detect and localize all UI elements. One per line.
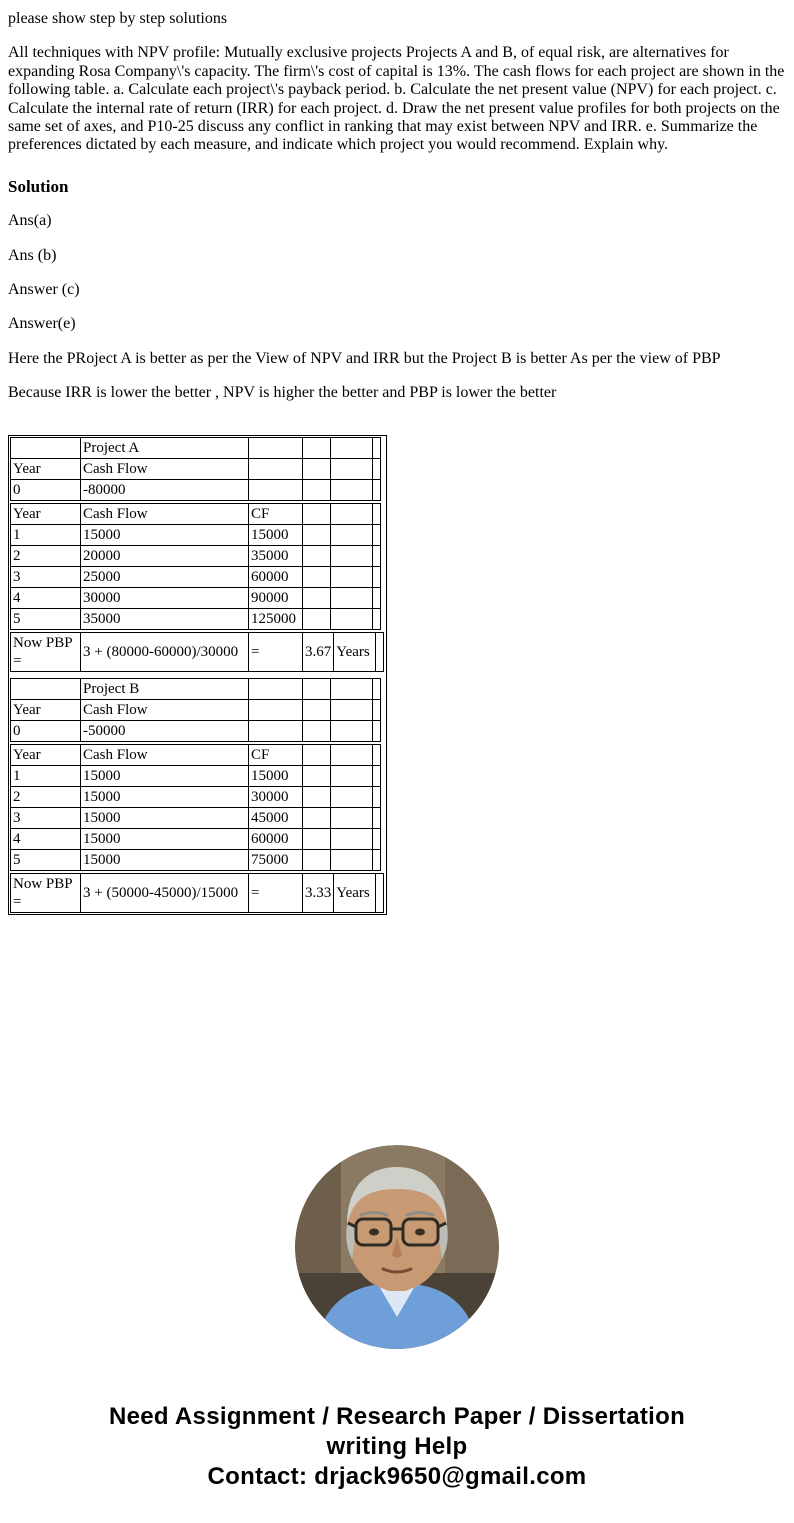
table-row	[11, 873, 384, 912]
table-cell	[373, 608, 381, 629]
table-cell	[303, 566, 331, 587]
table-cell: Project B	[81, 678, 249, 699]
table-cell	[331, 807, 373, 828]
table-cell	[303, 849, 331, 870]
table-cell	[373, 849, 381, 870]
table-cell	[331, 786, 373, 807]
footer-line-1: Need Assignment / Research Paper / Dissertation	[108, 1402, 686, 1430]
tutor-avatar	[295, 1145, 499, 1349]
table-cell	[303, 828, 331, 849]
table-cell: Year	[11, 744, 81, 765]
table-row	[11, 458, 381, 479]
table-cell	[373, 587, 381, 608]
table-cell: Year	[11, 699, 81, 720]
table-row	[11, 849, 381, 870]
person-photo	[295, 1145, 499, 1349]
avatar-container	[8, 1145, 786, 1354]
table-cell	[249, 437, 303, 458]
table-cell	[249, 479, 303, 500]
table-block	[10, 873, 384, 913]
table-row	[11, 744, 381, 765]
table-cell: Cash Flow	[81, 458, 249, 479]
table-cell: 60000	[249, 566, 303, 587]
table-cell	[331, 720, 373, 741]
table-cell	[373, 720, 381, 741]
table-cell: 35000	[249, 545, 303, 566]
table-cell	[249, 458, 303, 479]
table-cell: Years	[334, 873, 376, 912]
table-cell	[373, 524, 381, 545]
table-cell: 4	[11, 828, 81, 849]
table-cell: 3.33	[303, 873, 334, 912]
table-cell: 5	[11, 849, 81, 870]
table-block	[10, 678, 381, 742]
table-cell: 75000	[249, 849, 303, 870]
table-row	[11, 699, 381, 720]
table-cell: 15000	[81, 849, 249, 870]
table-cell: 1	[11, 765, 81, 786]
conclusion-npv-irr: Here the PRoject A is better as per the View of NPV and IRR but the Project B is better As per the view of PBP	[8, 349, 721, 367]
table-cell	[376, 873, 384, 912]
table-cell: 15000	[81, 765, 249, 786]
table-cell: 15000	[81, 828, 249, 849]
table-cell: 35000	[81, 608, 249, 629]
table-cell	[373, 786, 381, 807]
table-cell	[373, 503, 381, 524]
table-cell: 3 + (80000-60000)/30000	[81, 632, 249, 671]
question-paragraph: All techniques with NPV profile: Mutually exclusive projects Projects A and B, of equal risk, are alternatives for expanding Rosa Company\'s capacity. The firm\'s cost of capital is 13%. The cash flows for each project are shown in the following table. a. Calculate each project\'s payback period. b. Calculate the net present value (NPV) for each project. c. Calculate the internal rate of return (IRR) for each project. d. Draw the net present value profiles for both projects on the same set of axes, and P10-25 discuss any conflict in ranking that may exist between NPV and IRR. e. Summarize the preferences dictated by each measure, and indicate which project you would recommend. Explain why.	[8, 44, 785, 154]
table-cell	[331, 503, 373, 524]
table-cell	[331, 479, 373, 500]
table-cell: 2	[11, 545, 81, 566]
table-row	[11, 632, 384, 671]
table-cell	[373, 479, 381, 500]
table-cell	[331, 828, 373, 849]
table-cell: 30000	[81, 587, 249, 608]
table-cell	[303, 786, 331, 807]
table-cell: CF	[249, 744, 303, 765]
conclusion-criteria: Because IRR is lower the better , NPV is higher the better and PBP is lower the better	[8, 384, 557, 402]
table-row	[11, 608, 381, 629]
table-block	[10, 503, 381, 630]
table-cell	[249, 678, 303, 699]
table-cell	[373, 458, 381, 479]
table-cell: Year	[11, 458, 81, 479]
answer-line-c: Answer (c)	[8, 281, 80, 299]
table-cell	[303, 807, 331, 828]
table-row	[11, 786, 381, 807]
table-cell	[11, 437, 81, 458]
table-cell	[249, 699, 303, 720]
table-block	[10, 632, 384, 672]
table-cell: 20000	[81, 545, 249, 566]
table-cell	[303, 524, 331, 545]
table-cell	[373, 765, 381, 786]
table-cell	[331, 437, 373, 458]
table-cell: Cash Flow	[81, 744, 249, 765]
table-cell: 25000	[81, 566, 249, 587]
table-cell: -50000	[81, 720, 249, 741]
table-cell: 15000	[81, 786, 249, 807]
table-cell	[303, 587, 331, 608]
table-cell	[373, 744, 381, 765]
table-cell	[376, 632, 384, 671]
table-cell: 3.67	[303, 632, 334, 671]
table-cell	[373, 545, 381, 566]
table-cell	[303, 479, 331, 500]
table-cell: Years	[334, 632, 376, 671]
table-cell	[303, 744, 331, 765]
table-cell: 30000	[249, 786, 303, 807]
table-row	[11, 566, 381, 587]
table-cell: 5	[11, 608, 81, 629]
table-cell: 45000	[249, 807, 303, 828]
table-cell: Project A	[81, 437, 249, 458]
table-cell	[303, 437, 331, 458]
table-cell	[249, 720, 303, 741]
table-row	[11, 479, 381, 500]
table-section	[10, 678, 384, 913]
table-cell: 15000	[81, 807, 249, 828]
table-cell: =	[249, 873, 303, 912]
table-cell: 3	[11, 566, 81, 587]
table-cell	[331, 699, 373, 720]
table-cell: 1	[11, 524, 81, 545]
table-cell: Cash Flow	[81, 699, 249, 720]
table-cell	[373, 566, 381, 587]
table-cell	[331, 678, 373, 699]
footer-ad	[8, 1402, 786, 1492]
table-cell: -80000	[81, 479, 249, 500]
table-row	[11, 503, 381, 524]
table-cell: CF	[249, 503, 303, 524]
table-cell	[331, 608, 373, 629]
table-cell: Cash Flow	[81, 503, 249, 524]
table-row	[11, 678, 381, 699]
answer-line-e: Answer(e)	[8, 315, 76, 333]
table-cell	[331, 744, 373, 765]
table-cell: 60000	[249, 828, 303, 849]
table-cell: 0	[11, 720, 81, 741]
table-cell	[373, 807, 381, 828]
table-cell	[331, 545, 373, 566]
footer-contact: Contact: drjack9650@gmail.com	[207, 1462, 587, 1490]
table-cell	[11, 678, 81, 699]
table-cell: 15000	[249, 524, 303, 545]
table-block	[10, 437, 381, 501]
table-cell: 90000	[249, 587, 303, 608]
table-cell	[303, 720, 331, 741]
table-row	[11, 828, 381, 849]
table-row	[11, 587, 381, 608]
table-cell: 3 + (50000-45000)/15000	[81, 873, 249, 912]
table-cell	[303, 545, 331, 566]
table-row	[11, 807, 381, 828]
table-row	[11, 545, 381, 566]
solution-heading: Solution	[8, 176, 69, 196]
request-line: please show step by step solutions	[8, 10, 228, 27]
solution-table	[8, 435, 387, 915]
table-row	[11, 765, 381, 786]
table-cell	[331, 458, 373, 479]
table-row	[11, 720, 381, 741]
table-row	[11, 437, 381, 458]
table-cell	[331, 849, 373, 870]
footer-line-2: writing Help	[326, 1432, 468, 1460]
table-cell: 125000	[249, 608, 303, 629]
table-cell	[373, 678, 381, 699]
table-cell	[303, 503, 331, 524]
table-cell: 4	[11, 587, 81, 608]
table-cell: 15000	[249, 765, 303, 786]
table-cell	[303, 608, 331, 629]
table-cell: 3	[11, 807, 81, 828]
table-cell: Now PBP =	[11, 632, 81, 671]
table-cell	[373, 699, 381, 720]
table-cell: =	[249, 632, 303, 671]
answer-line-a: Ans(a)	[8, 212, 52, 230]
table-cell	[373, 437, 381, 458]
table-row	[11, 524, 381, 545]
page	[8, 10, 786, 1492]
table-cell: Year	[11, 503, 81, 524]
table-cell: 2	[11, 786, 81, 807]
table-cell: 15000	[81, 524, 249, 545]
table-cell	[331, 524, 373, 545]
table-cell	[331, 765, 373, 786]
table-cell	[331, 566, 373, 587]
table-cell	[303, 678, 331, 699]
table-cell	[373, 828, 381, 849]
table-cell: 0	[11, 479, 81, 500]
answer-line-b: Ans (b)	[8, 246, 57, 264]
table-block	[10, 744, 381, 871]
table-cell	[303, 699, 331, 720]
table-cell	[303, 765, 331, 786]
table-section	[10, 437, 384, 672]
table-cell	[303, 458, 331, 479]
table-cell: Now PBP =	[11, 873, 81, 912]
table-cell	[331, 587, 373, 608]
